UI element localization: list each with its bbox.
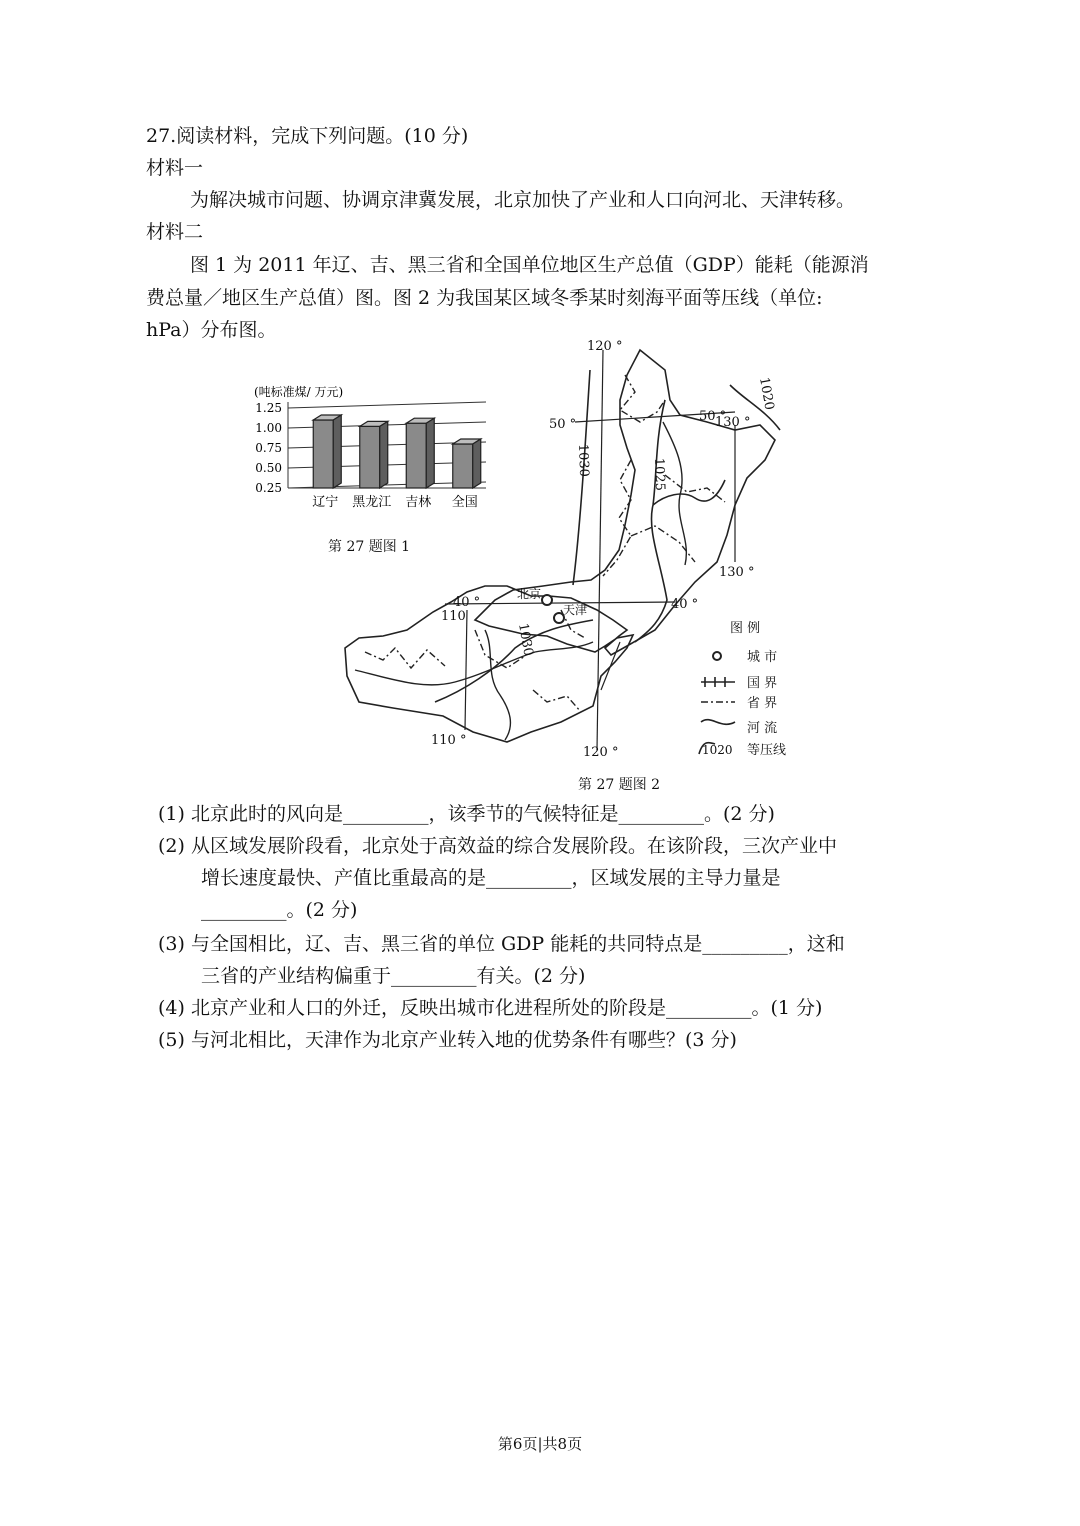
label-lat40-left: 40 °: [453, 595, 481, 610]
label-lat50-right: 50 °: [699, 409, 727, 424]
label-iso1030-top: 1030: [575, 443, 592, 478]
y-tick-label: 1.00: [255, 421, 282, 435]
question-5: (5) 与河北相比，天津作为北京产业转入地的优势条件有哪些？(3 分): [158, 1029, 737, 1051]
question-title: 27.阅读材料，完成下列问题。(10 分): [146, 125, 469, 147]
question-3-line2: 三省的产业结构偏重于_________有关。(2 分): [201, 965, 586, 987]
question-2-line3: _________。(2 分): [201, 899, 358, 921]
label-iso1020: 1020: [756, 376, 777, 412]
label-iso1030-mid: 1030: [515, 622, 536, 658]
figure2-caption: 第 27 题图 2: [578, 777, 661, 793]
label-lat50-left: 50 °: [549, 417, 577, 432]
material1-text: 为解决城市问题、协调京津冀发展，北京加快了产业和人口向河北、天津转移。: [190, 189, 856, 211]
beijing-city-marker: [542, 595, 552, 605]
y-tick-label: 0.75: [255, 441, 282, 455]
material2-heading: 材料二: [146, 221, 204, 243]
category-label: 全国: [451, 495, 478, 510]
provincial-borders: [365, 375, 725, 712]
legend-river-symbol: [701, 720, 735, 725]
label-beijing: 北京: [517, 587, 542, 601]
label-lon110-bottom: 110 °: [431, 733, 467, 748]
figure2-isobar-map: [335, 330, 805, 770]
legend-river: 河 流: [747, 721, 778, 736]
rivers: [355, 422, 686, 740]
label-iso1025: 1025: [651, 457, 668, 492]
map-legend: [699, 621, 786, 758]
legend-isobar: 等压线: [747, 743, 787, 758]
legend-national-border: 国 界: [747, 676, 778, 691]
label-tianjin: 天津: [563, 603, 588, 617]
label-lat40-right: 40 °: [671, 597, 699, 612]
graticule: [445, 350, 735, 750]
legend-title: 图 例: [730, 621, 761, 636]
chart-ylabel: (吨标准煤/ 万元): [254, 385, 344, 399]
category-label: 黑龙江: [352, 495, 392, 510]
legend-city: 城 市: [747, 650, 778, 665]
legend-provincial-border: 省 界: [747, 696, 778, 711]
y-tick-label: 1.25: [255, 401, 282, 415]
material1-heading: 材料一: [146, 157, 204, 179]
legend-city-symbol: [713, 652, 721, 660]
category-label: 辽宁: [312, 495, 339, 510]
question-4: (4) 北京产业和人口的外迁，反映出城市化进程所处的阶段是_________。(1 分): [158, 997, 823, 1019]
label-lon110-top: 110: [441, 609, 466, 624]
material2-line2: 费总量／地区生产总值）图。图 2 为我国某区域冬季某时刻海平面等压线（单位:: [146, 287, 823, 309]
material2-line3: hPa）分布图。: [146, 319, 277, 341]
label-lon130-top: 130 °: [715, 415, 751, 430]
label-lon130-bottom: 130 °: [719, 565, 755, 580]
category-label: 吉林: [405, 495, 432, 510]
legend-isobar-value: 1020: [702, 743, 733, 757]
page-footer: 第6页|共8页: [497, 1435, 583, 1453]
legend-national-border-symbol: [701, 677, 735, 687]
label-lon120-top: 120 °: [587, 339, 623, 354]
y-tick-label: 0.25: [255, 481, 282, 495]
y-tick-label: 0.50: [255, 461, 282, 475]
figure1-caption: 第 27 题图 1: [328, 539, 411, 555]
material2-line1: 图 1 为 2011 年辽、吉、黑三省和全国单位地区生产总值（GDP）能耗（能源消: [190, 254, 869, 276]
question-1: (1) 北京此时的风向是_________，该季节的气候特征是_________。(2 分): [158, 803, 775, 825]
label-lon120-bottom: 120 °: [583, 745, 619, 760]
question-2-line1: (2) 从区域发展阶段看，北京处于高效益的综合发展阶段。在该阶段，三次产业中: [158, 835, 837, 857]
question-2-line2: 增长速度最快、产值比重最高的是_________，区域发展的主导力量是: [201, 867, 781, 889]
question-3-line1: (3) 与全国相比，辽、吉、黑三省的单位 GDP 能耗的共同特点是_________，这和: [158, 933, 845, 955]
